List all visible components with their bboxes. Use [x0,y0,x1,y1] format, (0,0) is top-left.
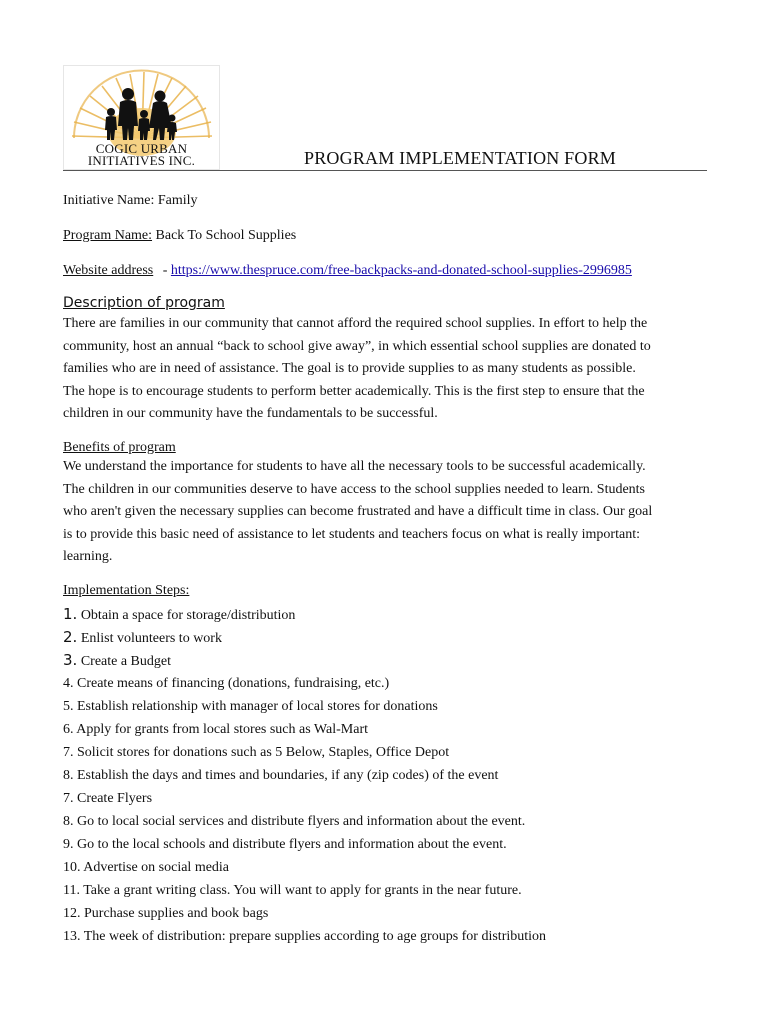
initiative-name-row [63,192,198,210]
step-number: 2. [63,628,78,646]
list-item [63,925,546,948]
benefits-heading: Benefits of program [63,440,176,455]
step-text: Purchase supplies and book bags [80,906,269,921]
benefits-line: We understand the importance for students to have all the necessary tools to be successful academically. [63,459,646,474]
description-heading: Description of program [63,295,225,311]
step-text: The week of distribution: prepare supplies according to age groups for distribution [83,929,547,944]
step-text: Create a Budget [77,654,171,669]
step-number: 10. [63,860,81,875]
step-number: 5. [63,699,74,714]
step-number: 7. [63,745,74,760]
step-text: Obtain a space for storage/distribution [77,608,296,623]
benefits-line: The children in our communities deserve to have access to the school supplies needed to learn. Students [63,481,646,497]
program-name-label: Program Name: [63,228,153,243]
step-number: 7. [63,791,74,806]
step-text: Create Flyers [77,791,153,806]
list-item [63,695,546,718]
list-item [63,879,546,902]
list-item [63,856,546,879]
implementation-steps-list [63,603,546,948]
website-separator: - [162,263,168,278]
step-text: Enlist volunteers to work [80,631,222,646]
list-item [63,764,546,787]
list-item [63,833,546,856]
benefits-paragraph [63,456,713,569]
step-number: 11. [63,883,80,898]
description-line: The hope is to encourage students to perform better academically. This is the first step to ensure that the [63,383,645,399]
program-name-row [63,227,296,245]
step-text: Apply for grants from local stores such as Wal-Mart [76,722,368,737]
list-item [63,718,546,741]
description-line: There are families in our community that cannot afford the required school supplies. In effort to help the [63,316,648,331]
list-item [63,902,546,925]
step-number: 12. [63,906,81,921]
step-text: Establish relationship with manager of local stores for donations [77,699,438,714]
benefits-line: learning. [63,549,113,565]
form-title: PROGRAM IMPLEMENTATION FORM [304,148,616,168]
description-paragraph [63,313,713,426]
organization-logo [63,65,220,170]
list-item [63,672,546,695]
list-item [63,626,546,649]
benefits-line: is to provide this basic need of assistance to let students and teachers focus on what is really important: [63,526,640,542]
step-text: Go to local social services and distribute flyers and information about the event. [77,814,526,829]
step-number: 9. [63,837,74,852]
step-number: 1. [63,605,78,623]
logo-text-line-1: COGIC URBAN [95,141,188,156]
website-row [63,262,632,280]
step-text: Take a grant writing class. You will want to apply for grants in the near future. [83,883,522,898]
step-number: 4. [63,676,74,691]
initiative-name-label: Initiative Name: [63,193,155,208]
website-link[interactable]: https://www.thespruce.com/free-backpacks-and-donated-school-supplies-2996985 [170,263,632,278]
description-line: community, host an annual “back to school give away”, in which essential school supplies are donated to [63,338,651,354]
step-text: Advertise on social media [83,860,230,875]
step-text: Solicit stores for donations such as 5 Below, Staples, Office Depot [77,745,450,760]
logo-text-line-2: INITIATIVES INC. [87,153,196,168]
step-number: 3. [63,651,78,669]
step-number: 8. [63,768,74,783]
list-item [63,741,546,764]
program-name-value: Back To School Supplies [155,228,297,243]
list-item [63,787,546,810]
description-line: children in our community have the fundamentals to be successful. [63,406,438,422]
step-number: 8. [63,814,74,829]
step-text: Create means of financing (donations, fundraising, etc.) [77,676,390,691]
list-item [63,603,546,626]
website-label: Website address [63,263,154,278]
list-item [63,810,546,833]
implementation-steps-heading: Implementation Steps: [63,583,190,598]
step-text: Establish the days and times and boundaries, if any (zip codes) of the event [77,768,499,783]
initiative-name-value: Family [157,193,198,208]
step-number: 13. [63,929,81,944]
step-number: 6. [63,722,74,737]
description-line: families who are in need of assistance. The goal is to provide supplies to as many students as possible. [63,361,636,377]
list-item [63,649,546,672]
title-divider [63,170,707,171]
step-text: Go to the local schools and distribute flyers and information about the event. [77,837,507,852]
benefits-line: who aren't given the necessary supplies can become frustrated and have a difficult time in class. Our goal [63,504,653,520]
